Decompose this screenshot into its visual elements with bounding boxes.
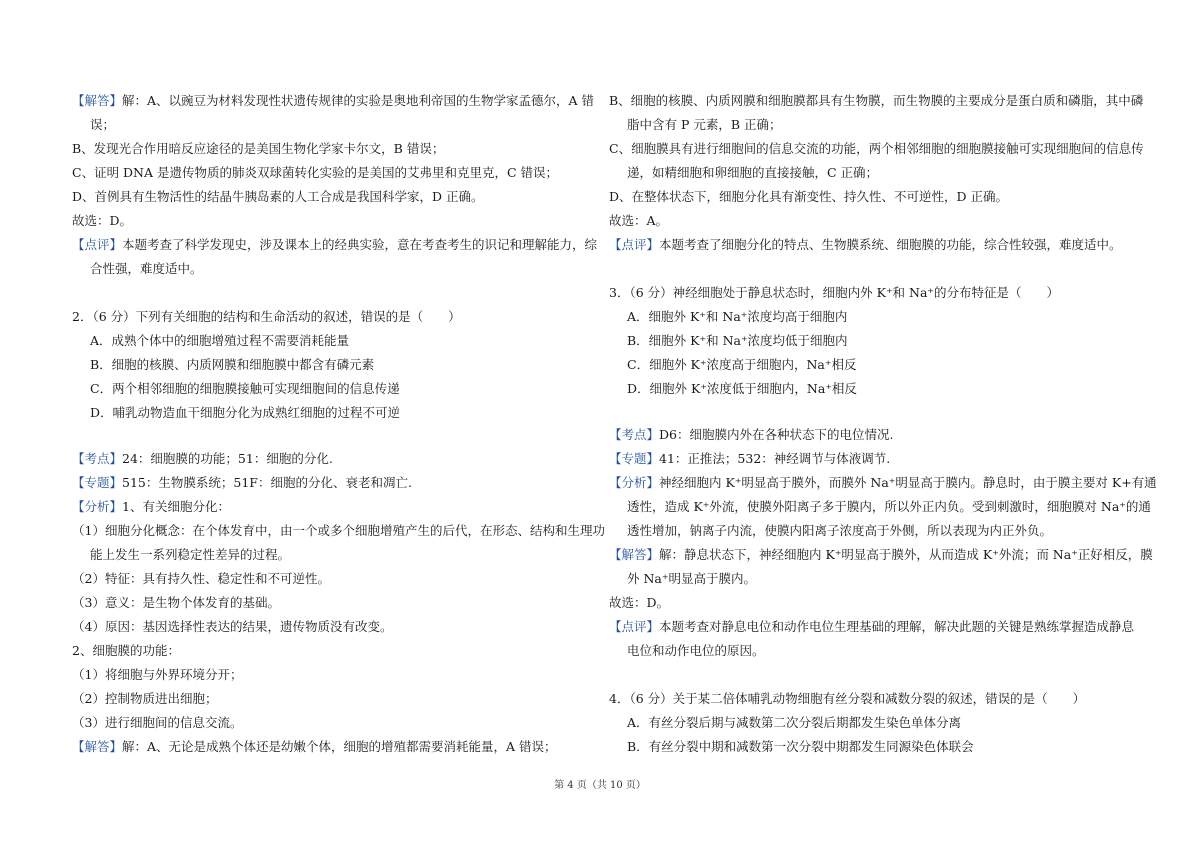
q2-option-d: D．哺乳动物造血干细胞分化为成熟红细胞的过程不可逆 bbox=[90, 405, 401, 420]
solution-tag: 【解答】 bbox=[72, 739, 123, 754]
topic-tag: 【专题】 bbox=[609, 451, 660, 466]
q3-option-c: C．细胞外 K⁺浓度高于细胞内，Na⁺相反 bbox=[627, 357, 857, 372]
knowledge-tag: 【考点】 bbox=[72, 451, 123, 466]
q3-option-a: A．细胞外 K⁺和 Na⁺浓度均高于细胞内 bbox=[627, 309, 848, 324]
q4-option-a: A．有丝分裂后期与减数第二次分裂后期都发生染色单体分离 bbox=[627, 715, 962, 730]
q3-stem: 3．（6 分）神经细胞处于静息状态时，细胞内外 K⁺和 Na⁺的分布特征是（ ） bbox=[609, 285, 1060, 300]
comment-tag: 【点评】 bbox=[609, 237, 660, 252]
q2-analysis-line: （2）控制物质进出细胞； bbox=[72, 691, 218, 706]
q3-comment-cont: 电位和动作电位的原因。 bbox=[627, 643, 765, 658]
q2-analysis-line: （1）细胞分化概念：在个体发育中，由一个或多个细胞增殖产生的后代，在形态、结构和生理功 bbox=[72, 523, 605, 538]
analysis-tag: 【分析】 bbox=[72, 499, 123, 514]
q2-solution-d: D、在整体状态下，细胞分化具有渐变性、持久性、不可逆性，D 正确。 bbox=[609, 189, 1009, 204]
q2-knowledge-point: 【考点】24：细胞膜的功能；51：细胞的分化. bbox=[72, 451, 333, 466]
q3-topic: 【专题】41：正推法；532：神经调节与体液调节. bbox=[609, 451, 891, 466]
q2-solution-c-cont: 递，如精细胞和卵细胞的直接接触，C 正确； bbox=[627, 165, 879, 180]
q2-stem: 2．（6 分）下列有关细胞的结构和生命活动的叙述，错误的是（ ） bbox=[72, 309, 461, 324]
q2-analysis-line: （1）将细胞与外界环境分开； bbox=[72, 667, 243, 682]
q1-comment: 【点评】本题考查了科学发现史，涉及课本上的经典实验，意在考查考生的识记和理解能力，综 bbox=[72, 237, 598, 252]
q2-analysis-line: 2、细胞膜的功能： bbox=[72, 643, 180, 658]
comment-tag: 【点评】 bbox=[72, 237, 123, 252]
q4-option-b: B．有丝分裂中期和减数第一次分裂中期都发生同源染色体联会 bbox=[627, 739, 974, 754]
q2-solution: 【解答】解：A、无论是成熟个体还是幼嫩个体，细胞的增殖都需要消耗能量，A 错误； bbox=[72, 739, 557, 754]
q2-option-a: A．成熟个体中的细胞增殖过程不需要消耗能量 bbox=[90, 333, 350, 348]
page-footer: 第 4 页（共 10 页） bbox=[554, 780, 646, 791]
q3-comment: 【点评】本题考查对静息电位和动作电位生理基础的理解，解决此题的关键是熟练掌握造成静息 bbox=[609, 619, 1135, 634]
q3-analysis-line: 透性增加，钠离子内流，使膜内阳离子浓度高于外侧，所以表现为内正外负。 bbox=[627, 523, 1053, 538]
solution-tag: 【解答】 bbox=[609, 547, 660, 562]
q1-solution-d: D、首例具有生物活性的结晶牛胰岛素的人工合成是我国科学家，D 正确。 bbox=[72, 189, 484, 204]
solution-tag: 【解答】 bbox=[72, 93, 123, 108]
knowledge-tag: 【考点】 bbox=[609, 427, 660, 442]
q4-stem: 4．（6 分）关于某二倍体哺乳动物细胞有丝分裂和减数分裂的叙述，错误的是（ ） bbox=[609, 691, 1086, 706]
q2-answer: 故选：A。 bbox=[609, 213, 669, 228]
q1-solution: 【解答】解：A、以豌豆为材料发现性状遗传规律的实验是奥地利帝国的生物学家孟德尔，A 错 bbox=[72, 93, 595, 108]
q2-analysis-line: （4）原因：基因选择性表达的结果，遗传物质没有改变。 bbox=[72, 619, 393, 634]
q2-analysis: 【分析】1、有关细胞分化： bbox=[72, 499, 230, 514]
q2-analysis-line: （2）特征：具有持久性、稳定性和不可逆性。 bbox=[72, 571, 330, 586]
q1-solution-c: C、证明 DNA 是遗传物质的肺炎双球菌转化实验的是美国的艾弗里和克里克，C 错误； bbox=[72, 165, 559, 180]
q3-solution-cont: 外 Na⁺明显高于膜内。 bbox=[627, 571, 756, 586]
q3-option-b: B．细胞外 K⁺和 Na⁺浓度均低于细胞内 bbox=[627, 333, 848, 348]
q3-analysis: 【分析】神经细胞内 K⁺明显高于膜外，而膜外 Na⁺明显高于膜内。静息时，由于膜主要对 K+有通 bbox=[609, 475, 1157, 490]
q2-solution-c: C、细胞膜具有进行细胞间的信息交流的功能，两个相邻细胞的细胞膜接触可实现细胞间的信息传 bbox=[609, 141, 1144, 156]
q1-solution-cont: 误； bbox=[90, 117, 116, 132]
analysis-tag: 【分析】 bbox=[609, 475, 660, 490]
q2-analysis-line: （3）意义：是生物个体发育的基础。 bbox=[72, 595, 280, 610]
q2-solution-b: B、细胞的核膜、内质网膜和细胞膜都具有生物膜，而生物膜的主要成分是蛋白质和磷脂，其中磷 bbox=[609, 93, 1144, 108]
q2-option-c: C．两个相邻细胞的细胞膜接触可实现细胞间的信息传递 bbox=[90, 381, 400, 396]
q3-analysis-line: 透性，造成 K⁺外流，使膜外阳离子多于膜内，所以外正内负。受到刺激时，细胞膜对 Na⁺的通 bbox=[627, 499, 1151, 514]
q1-answer: 故选：D。 bbox=[72, 213, 133, 228]
q2-analysis-line: （3）进行细胞间的信息交流。 bbox=[72, 715, 243, 730]
q3-solution: 【解答】解：静息状态下，神经细胞内 K⁺明显高于膜外，从而造成 K⁺外流；而 Na⁺正好相反，膜 bbox=[609, 547, 1153, 562]
q1-solution-b: B、发现光合作用暗反应途径的是美国生物化学家卡尔文，B 错误； bbox=[72, 141, 445, 156]
q3-answer: 故选：D。 bbox=[609, 595, 670, 610]
q2-option-b: B．细胞的核膜、内质网膜和细胞膜中都含有磷元素 bbox=[90, 357, 375, 372]
q3-knowledge-point: 【考点】D6：细胞膜内外在各种状态下的电位情况. bbox=[609, 427, 894, 442]
q3-option-d: D．细胞外 K⁺浓度低于细胞内，Na⁺相反 bbox=[627, 381, 857, 396]
topic-tag: 【专题】 bbox=[72, 475, 123, 490]
q2-comment: 【点评】本题考查了细胞分化的特点、生物膜系统、细胞膜的功能，综合性较强，难度适中。 bbox=[609, 237, 1122, 252]
q2-solution-b-cont: 脂中含有 P 元素，B 正确； bbox=[627, 117, 782, 132]
q2-analysis-line: 能上发生一系列稳定性差异的过程。 bbox=[90, 547, 291, 562]
q2-topic: 【专题】515：生物膜系统；51F：细胞的分化、衰老和凋亡. bbox=[72, 475, 412, 490]
comment-tag: 【点评】 bbox=[609, 619, 660, 634]
q1-comment-cont: 合性强，难度适中。 bbox=[90, 261, 203, 276]
